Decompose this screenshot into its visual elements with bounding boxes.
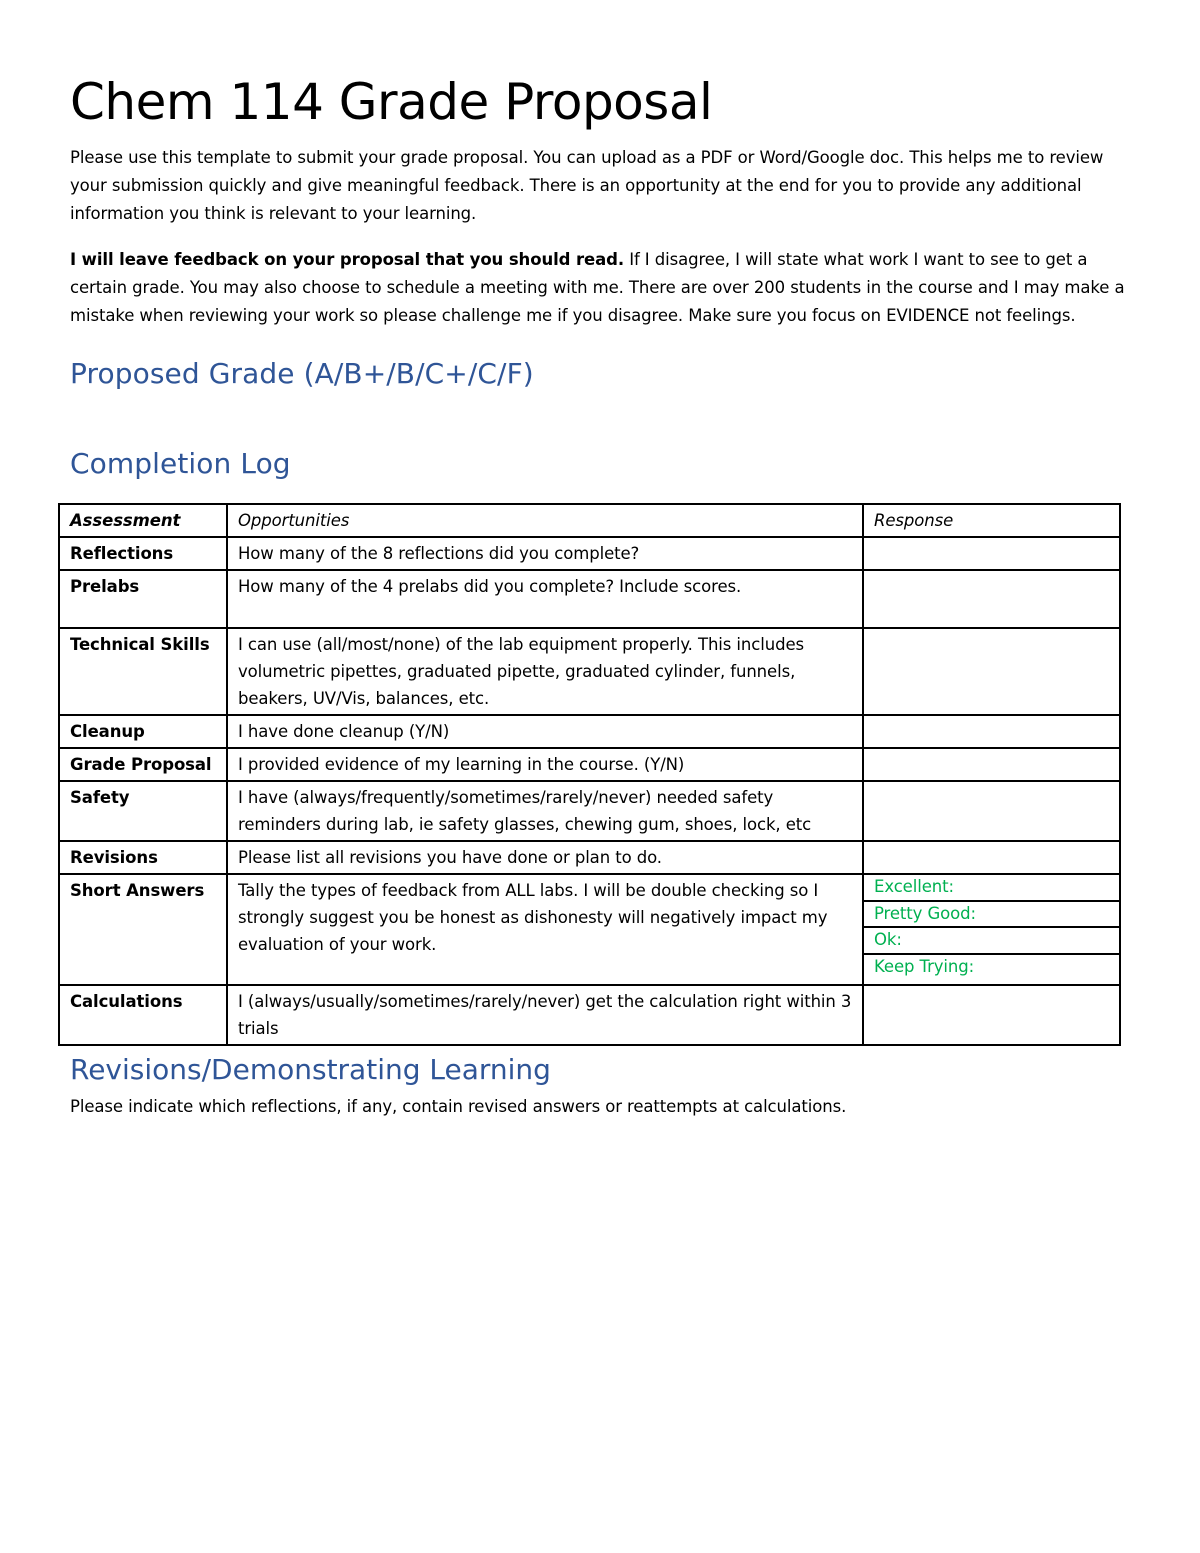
response-cell[interactable] bbox=[863, 781, 1120, 841]
revisions-heading: Revisions/Demonstrating Learning bbox=[70, 1053, 551, 1086]
table-row bbox=[59, 874, 1120, 985]
table-row bbox=[59, 570, 1120, 628]
assessment-cell: Technical Skills bbox=[59, 628, 227, 715]
table-row bbox=[59, 748, 1120, 781]
page-title: Chem 114 Grade Proposal bbox=[70, 73, 713, 131]
response-cell[interactable] bbox=[863, 985, 1120, 1045]
intro-paragraph: Please use this template to submit your grade proposal. You can upload as a PDF or Word/Google doc. This helps me to review your submission quickly and give meaningful feedback. There is an opportunity at the end for you to provide any additional information you think is relevant to your learning. bbox=[70, 148, 1104, 223]
document-page bbox=[70, 60, 1130, 484]
table-row bbox=[59, 841, 1120, 874]
opportunity-cell: I provided evidence of my learning in the course. (Y/N) bbox=[227, 748, 863, 781]
proposed-grade-heading: Proposed Grade (A/B+/B/C+/C/F) bbox=[70, 357, 534, 390]
assessment-cell: Grade Proposal bbox=[59, 748, 227, 781]
table-row bbox=[59, 628, 1120, 715]
response-cell[interactable] bbox=[863, 715, 1120, 748]
header-response: Response bbox=[863, 504, 1120, 537]
response-cell[interactable] bbox=[863, 537, 1120, 570]
completion-log-heading: Completion Log bbox=[70, 447, 291, 480]
opportunity-cell: Please list all revisions you have done or plan to do. bbox=[227, 841, 863, 874]
table-row bbox=[59, 781, 1120, 841]
opportunity-cell: How many of the 4 prelabs did you complete? Include scores. bbox=[227, 570, 863, 628]
revisions-paragraph: Please indicate which reflections, if any, contain revised answers or reattempts at calculations. bbox=[70, 1097, 847, 1116]
feedback-paragraph bbox=[70, 246, 1130, 330]
feedback-bold-lead: I will leave feedback on your proposal that you should read. bbox=[70, 250, 625, 269]
response-cell[interactable] bbox=[863, 748, 1120, 781]
assessment-cell: Calculations bbox=[59, 985, 227, 1045]
opportunity-cell: Tally the types of feedback from ALL labs. I will be double checking so I strongly suggest you be honest as dishonesty will negatively impact my evaluation of your work. bbox=[227, 874, 863, 985]
header-opportunities: Opportunities bbox=[227, 504, 863, 537]
response-cell[interactable] bbox=[863, 570, 1120, 628]
table-row bbox=[59, 715, 1120, 748]
assessment-cell: Revisions bbox=[59, 841, 227, 874]
assessment-cell: Safety bbox=[59, 781, 227, 841]
table-row bbox=[59, 537, 1120, 570]
table-row bbox=[59, 985, 1120, 1045]
opportunity-cell: I (always/usually/sometimes/rarely/never) get the calculation right within 3 trials bbox=[227, 985, 863, 1045]
assessment-cell: Reflections bbox=[59, 537, 227, 570]
opportunity-cell: How many of the 8 reflections did you complete? bbox=[227, 537, 863, 570]
response-keep-trying[interactable]: Keep Trying: bbox=[874, 956, 975, 976]
response-ok[interactable]: Ok: bbox=[864, 928, 1119, 955]
response-pretty-good[interactable]: Pretty Good: bbox=[864, 902, 1119, 929]
completion-log-table bbox=[58, 503, 1121, 1046]
assessment-cell: Cleanup bbox=[59, 715, 227, 748]
short-answer-response-cell bbox=[863, 874, 1120, 985]
table-header-row bbox=[59, 504, 1120, 537]
opportunity-cell: I have (always/frequently/sometimes/rarely/never) needed safety reminders during lab, ie safety glasses, chewing gum, shoes, lock, etc bbox=[227, 781, 863, 841]
header-assessment: Assessment bbox=[59, 504, 227, 537]
assessment-cell: Short Answers bbox=[59, 874, 227, 985]
opportunity-cell: I have done cleanup (Y/N) bbox=[227, 715, 863, 748]
assessment-cell: Prelabs bbox=[59, 570, 227, 628]
response-cell[interactable] bbox=[863, 628, 1120, 715]
response-excellent[interactable]: Excellent: bbox=[864, 875, 1119, 902]
response-cell[interactable] bbox=[863, 841, 1120, 874]
opportunity-cell: I can use (all/most/none) of the lab equipment properly. This includes volumetric pipettes, graduated pipette, graduated cylinder, funnels, beakers, UV/Vis, balances, etc. bbox=[227, 628, 863, 715]
feedback-text: If I disagree, I will state what work I want to see to get a certain grade. You may also choose to schedule a meeting with me. There are over 200 students in the course and I may make a mistake when reviewing your work so please challenge me if you disagree. Make sure you focus on EVIDENCE not feelings. bbox=[70, 250, 1125, 325]
